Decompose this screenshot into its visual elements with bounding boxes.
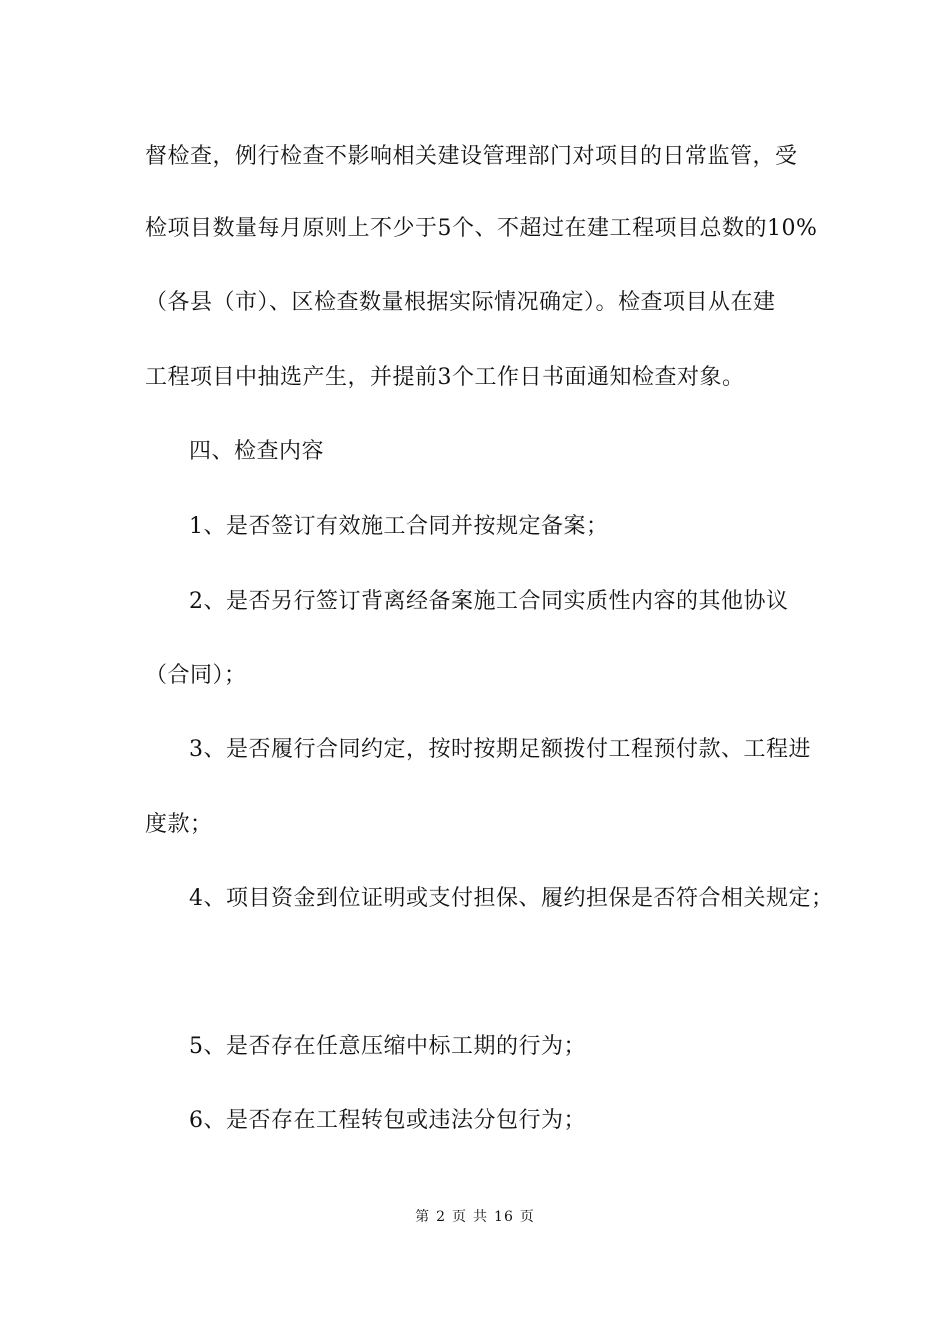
footer-prefix: 第 [415,1209,431,1225]
list-item-continuation: 度款； [145,812,213,837]
footer-page-word: 页 [452,1209,468,1225]
list-item: 5、是否存在任意压缩中标工期的行为； [189,1034,586,1059]
paragraph-line: 检项目数量每月原则上不少于5个、不超过在建工程项目总数的10% [145,216,818,241]
paragraph-line: 工程项目中抽选产生，并提前3个工作日书面通知检查对象。 [145,365,745,390]
paragraph-line: （各县（市）、区检查数量根据实际情况确定）。检查项目从在建 [145,290,776,315]
footer-current-page: 2 [436,1209,447,1225]
paragraph-line: 督检查，例行检查不影响相关建设管理部门对项目的日常监管，受 [145,144,798,169]
page-footer [0,1208,950,1226]
list-item-continuation: （合同）； [145,663,247,688]
list-item: 6、是否存在工程转包或违法分包行为； [189,1108,586,1133]
footer-total-pages: 16 [494,1209,514,1225]
list-item: 2、是否另行签订背离经备案施工合同实质性内容的其他协议 [189,589,789,614]
section-heading: 四、检查内容 [189,439,325,464]
footer-total-prefix: 共 [473,1209,489,1225]
list-item: 1、是否签订有效施工合同并按规定备案； [189,514,609,539]
list-item: 3、是否履行合同约定，按时按期足额拨付工程预付款、工程进 [189,737,811,762]
list-item: 4、项目资金到位证明或支付担保、履约担保是否符合相关规定； [189,886,834,911]
footer-suffix: 页 [519,1209,535,1225]
